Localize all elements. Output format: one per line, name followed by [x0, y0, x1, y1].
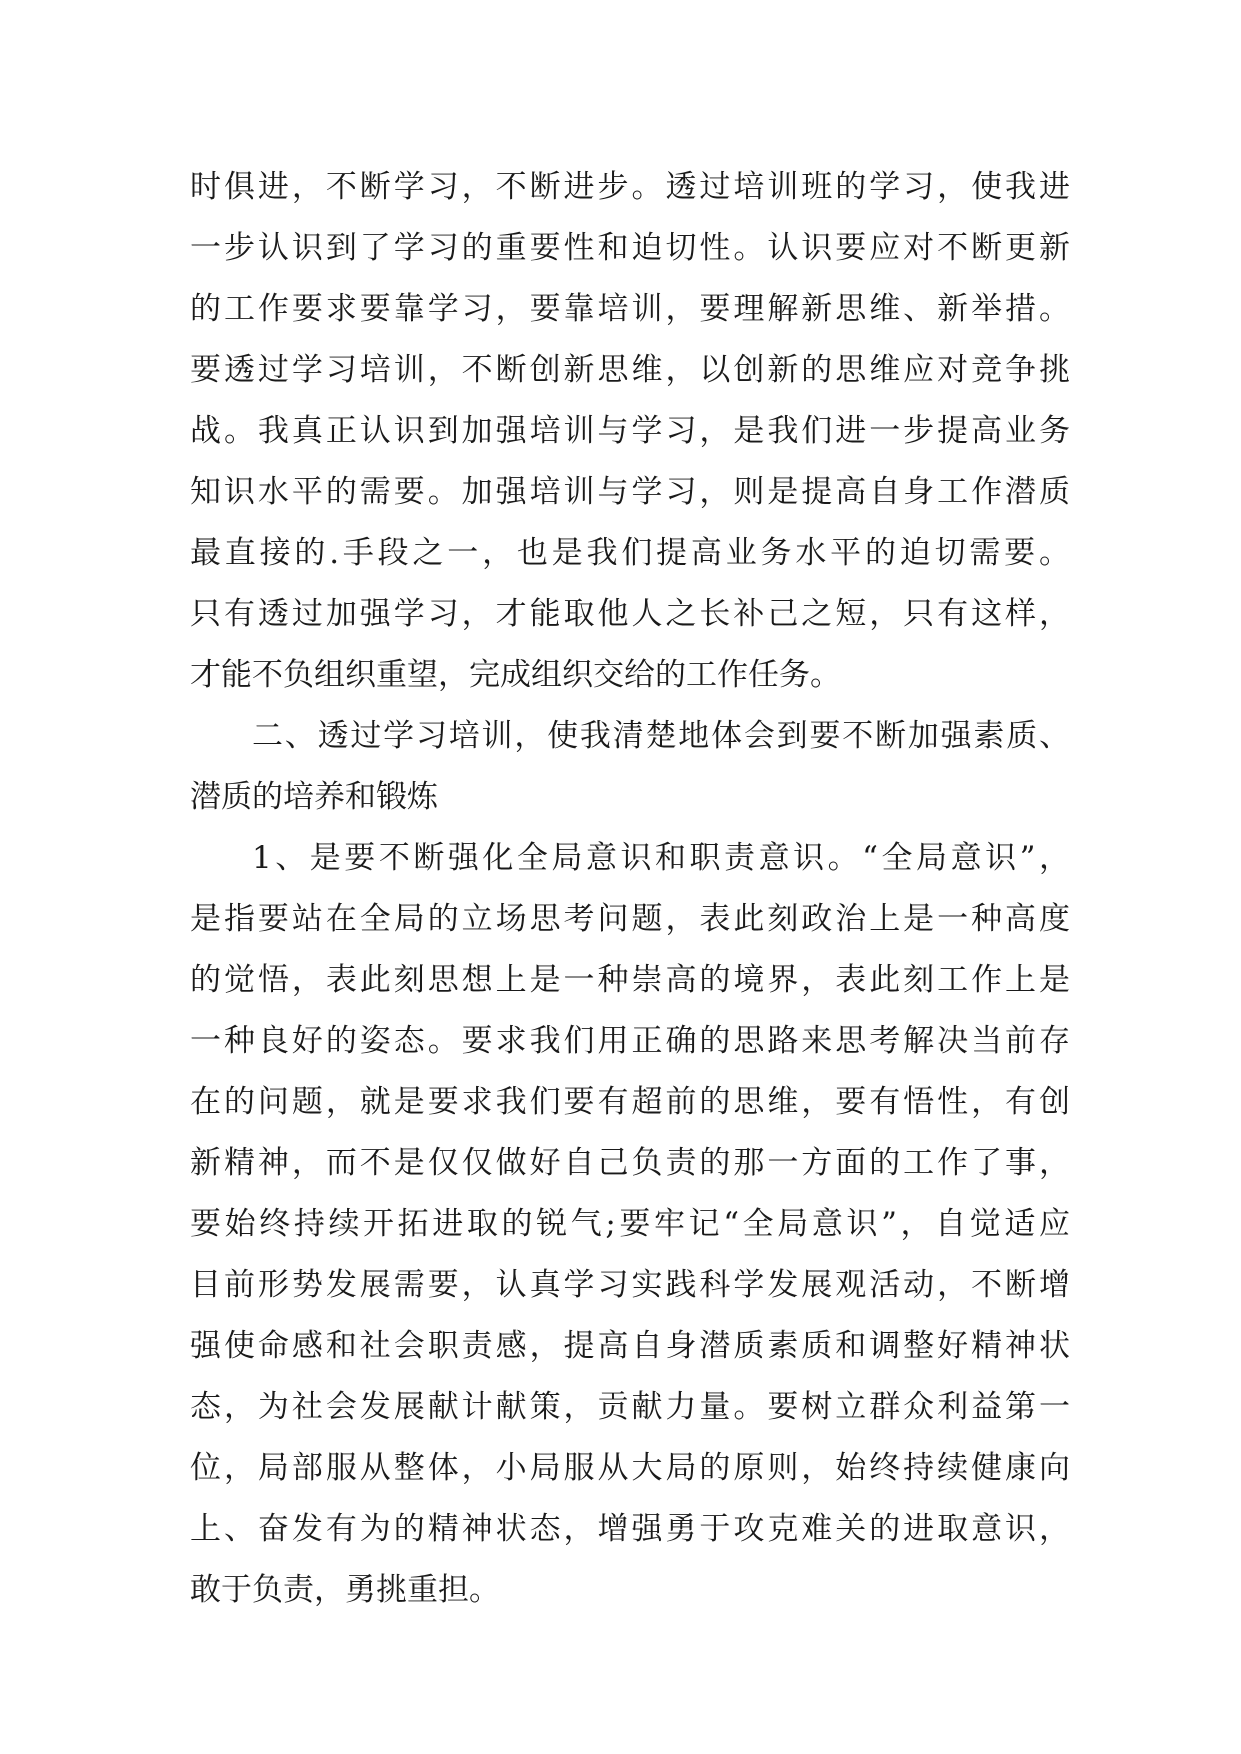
section-heading-line: 二、透过学习培训，使我清楚地体会到要不断加强素质、 [252, 718, 1070, 754]
text-line: 要始终持续开拓进取的锐气;要牢记“全局意识”，自觉适应 [190, 1206, 1070, 1242]
text-line: 只有透过加强学习，才能取他人之长补己之短，只有这样， [190, 596, 1070, 632]
text-line: 一种良好的姿态。要求我们用正确的思路来思考解决当前存 [190, 1023, 1070, 1059]
text-line: 在的问题，就是要求我们要有超前的思维，要有悟性，有创 [190, 1084, 1070, 1120]
text-line: 位，局部服从整体，小局服从大局的原则，始终持续健康向 [190, 1450, 1070, 1486]
section-heading-last-line: 潜质的培养和锻炼 [190, 779, 438, 815]
paragraph-last-line: 敢于负责，勇挑重担。 [190, 1572, 500, 1608]
text-line: 最直接的.手段之一，也是我们提高业务水平的迫切需要。 [190, 535, 1070, 571]
text-line: 的觉悟，表此刻思想上是一种崇高的境界，表此刻工作上是 [190, 962, 1070, 998]
text-line: 是指要站在全局的立场思考问题，表此刻政治上是一种高度 [190, 901, 1070, 937]
text-line: 态，为社会发展献计献策，贡献力量。要树立群众利益第一 [190, 1389, 1070, 1425]
paragraph-first-line: 1、是要不断强化全局意识和职责意识。“全局意识”， [252, 840, 1070, 876]
text-line: 战。我真正认识到加强培训与学习，是我们进一步提高业务 [190, 413, 1070, 449]
text-line: 上、奋发有为的精神状态，增强勇于攻克难关的进取意识， [190, 1511, 1070, 1547]
text-line: 目前形势发展需要，认真学习实践科学发展观活动，不断增 [190, 1267, 1070, 1303]
text-line: 要透过学习培训，不断创新思维，以创新的思维应对竞争挑 [190, 352, 1070, 388]
text-line: 一步认识到了学习的重要性和迫切性。认识要应对不断更新 [190, 230, 1070, 266]
text-line: 知识水平的需要。加强培训与学习，则是提高自身工作潜质 [190, 474, 1070, 510]
text-line: 时俱进，不断学习，不断进步。透过培训班的学习，使我进 [190, 169, 1070, 205]
paragraph-last-line: 才能不负组织重望，完成组织交给的工作任务。 [190, 657, 841, 693]
text-line: 强使命感和社会职责感，提高自身潜质素质和调整好精神状 [190, 1328, 1070, 1364]
document-body [190, 157, 1070, 1621]
text-line: 新精神，而不是仅仅做好自己负责的那一方面的工作了事， [190, 1145, 1070, 1181]
text-line: 的工作要求要靠学习，要靠培训，要理解新思维、新举措。 [190, 291, 1070, 327]
